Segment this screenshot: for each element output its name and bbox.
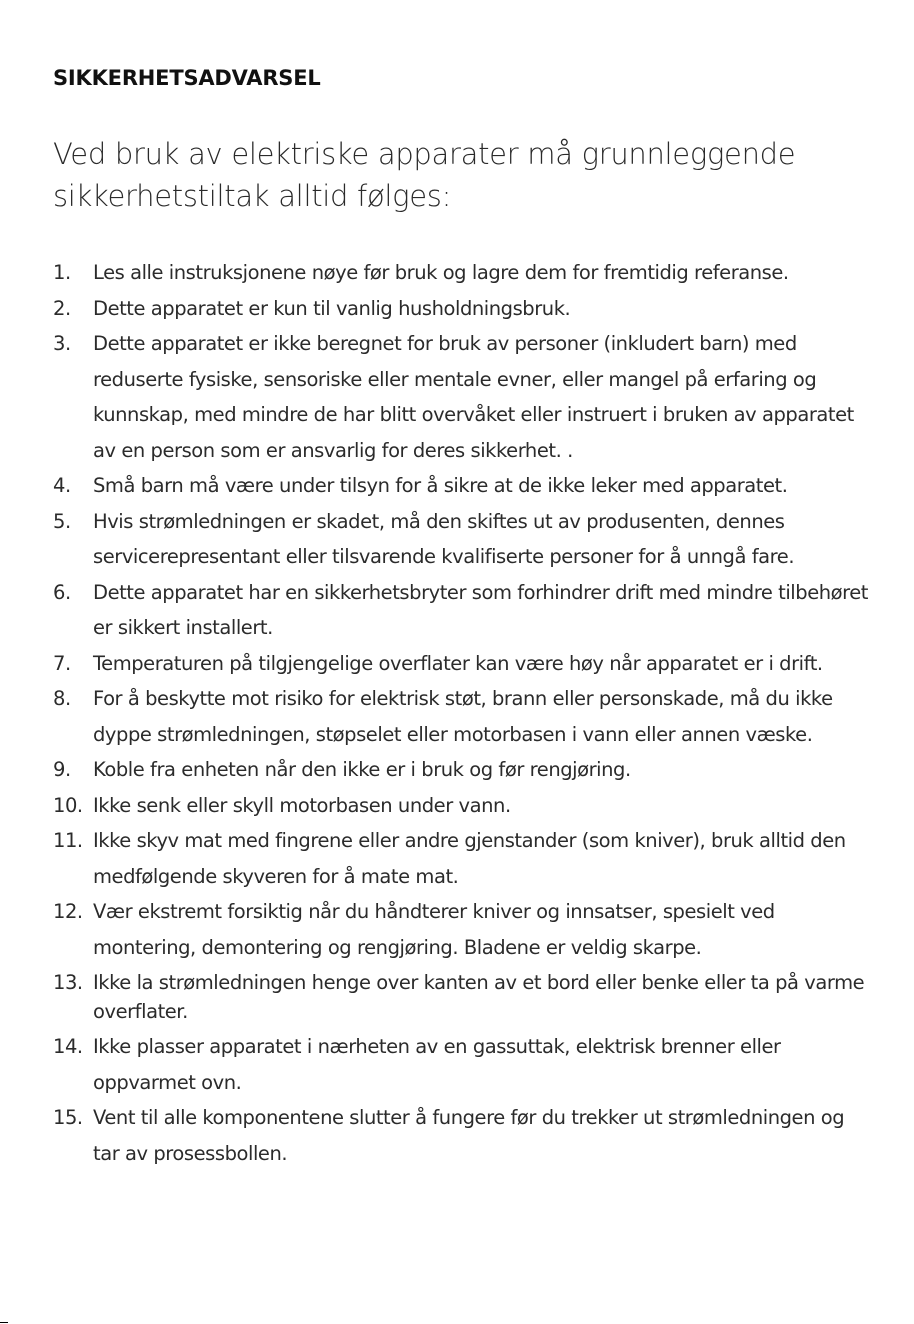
list-item — [53, 1100, 873, 1171]
list-item-number: 2. — [53, 296, 71, 320]
list-item-number: 15. — [53, 1106, 83, 1129]
safety-list — [53, 255, 873, 1171]
list-item-number: 10. — [53, 793, 83, 817]
list-item-text: Les alle instruksjonene nøye før bruk og lagre dem for fremtidig referanse. — [93, 261, 789, 284]
list-item — [53, 823, 873, 894]
list-item-number: 12. — [53, 900, 83, 923]
list-item — [53, 468, 873, 504]
list-item — [53, 788, 873, 824]
list-item-number: 3. — [53, 332, 71, 355]
list-item-text: Vær ekstremt forsiktig når du håndterer kniver og innsatser, spesielt ved montering, demontering og rengjøring. Bladene er veldig skarpe. — [93, 900, 775, 959]
list-item-text: Dette apparatet har en sikkerhetsbryter som forhindrer drift med mindre tilbehøret er sikkert installert. — [93, 580, 869, 639]
list-item-text: Ikke la strømledningen henge over kanten av et bord eller benke eller ta på varme overflater. — [93, 971, 865, 1023]
list-item — [53, 681, 873, 752]
crop-mark — [0, 1322, 8, 1323]
list-item-text: Ikke skyv mat med fingrene eller andre gjenstander (som kniver), bruk alltid den medfølgende skyveren for å mate mat. — [93, 829, 846, 888]
list-item — [53, 255, 873, 291]
list-item-number: 5. — [53, 509, 71, 533]
list-item-number: 4. — [53, 474, 71, 497]
list-item — [53, 326, 873, 468]
list-item — [53, 965, 873, 1029]
list-item-number: 6. — [53, 580, 71, 604]
list-item — [53, 1029, 873, 1100]
list-item-text: Dette apparatet er kun til vanlig husholdningsbruk. — [93, 296, 571, 320]
list-item — [53, 752, 873, 788]
list-item-number: 11. — [53, 829, 83, 852]
list-item — [53, 575, 873, 646]
list-item — [53, 291, 873, 327]
list-item-text: Ikke plasser apparatet i nærheten av en gassuttak, elektrisk brenner eller oppvarmet ovn. — [93, 1035, 781, 1094]
intro-text: Ved bruk av elektriske apparater må grunnleggende sikkerhetstiltak alltid følges: — [53, 137, 796, 213]
list-item — [53, 894, 873, 965]
list-item-number: 8. — [53, 687, 71, 710]
list-item-text: Vent til alle komponentene slutter å fungere før du trekker ut strømledningen og tar av prosessbollen. — [93, 1106, 845, 1165]
list-item — [53, 504, 873, 575]
page-heading: SIKKERHETSADVARSEL — [53, 66, 321, 90]
list-item-number: 7. — [53, 651, 71, 675]
list-item-number: 1. — [53, 261, 71, 284]
list-item-text: Dette apparatet er ikke beregnet for bruk av personer (inkludert barn) med reduserte fysiske, sensoriske eller mentale evner, eller mangel på erfaring og kunnskap, med mindre de har blitt overvåket eller instruert i bruken av apparatet av en person som er ansvarlig for deres sikkerhet. . — [93, 332, 854, 462]
list-item-number: 13. — [53, 971, 83, 994]
list-item-number: 14. — [53, 1035, 83, 1058]
list-item-text: Hvis strømledningen er skadet, må den skiftes ut av produsenten, dennes servicerepresentant eller tilsvarende kvalifiserte personer for å unngå fare. — [93, 509, 795, 568]
list-item-text: For å beskytte mot risiko for elektrisk støt, brann eller personskade, må du ikke dyppe strømledningen, støpselet eller motorbasen i vann eller annen væske. — [93, 687, 833, 746]
list-item-text: Ikke senk eller skyll motorbasen under vann. — [93, 793, 511, 817]
list-item-text: Temperaturen på tilgjengelige overflater kan være høy når apparatet er i drift. — [93, 651, 823, 675]
list-item-number: 9. — [53, 758, 71, 781]
list-item — [53, 646, 873, 682]
list-item-text: Små barn må være under tilsyn for å sikre at de ikke leker med apparatet. — [93, 474, 788, 497]
list-item-text: Koble fra enheten når den ikke er i bruk og før rengjøring. — [93, 758, 631, 781]
